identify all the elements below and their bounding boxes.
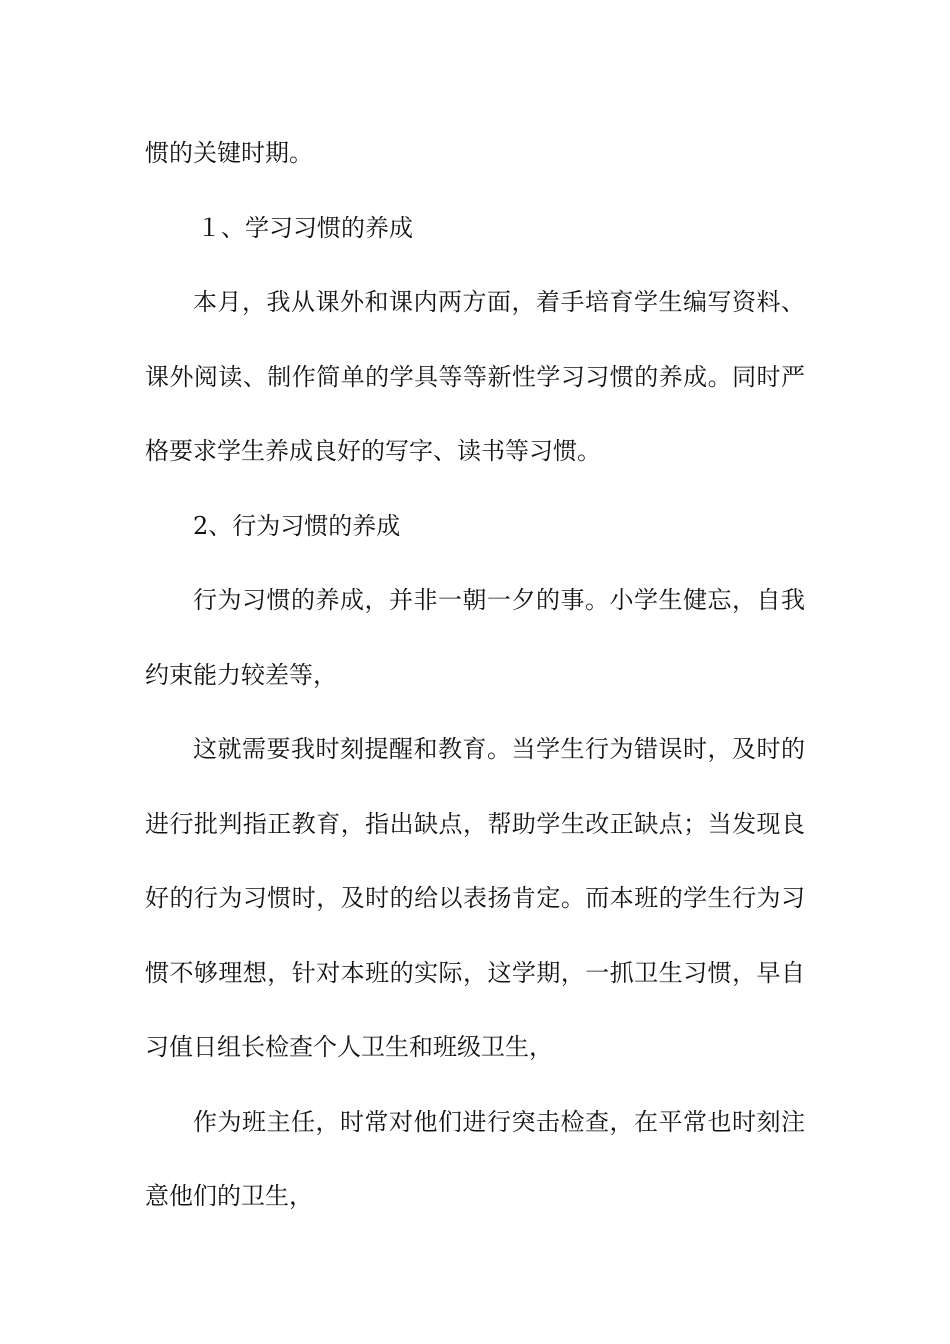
section-heading: 2、行为习惯的养成 bbox=[193, 511, 401, 540]
text-line: 惯不够理想，针对本班的实际，这学期，一抓卫生习惯，早自 bbox=[145, 958, 805, 987]
text-line: 这就需要我时刻提醒和教育。当学生行为错误时，及时的 bbox=[193, 735, 805, 763]
text-line: 意他们的卫生， bbox=[145, 1182, 313, 1210]
text-line: 习值日组长检查个人卫生和班级卫生， bbox=[145, 1033, 553, 1061]
text-line: 课外阅读、制作简单的学具等等新性学习习惯的养成。同时严 bbox=[145, 362, 805, 391]
section-heading: １、学习习惯的养成 bbox=[197, 213, 413, 242]
document-body bbox=[145, 128, 805, 1246]
text-line: 作为班主任，时常对他们进行突击检查，在平常也时刻注 bbox=[193, 1107, 805, 1136]
text-line: 格要求学生养成良好的写字、读书等习惯。 bbox=[145, 437, 601, 465]
text-line: 约束能力较差等， bbox=[145, 660, 337, 689]
text-line: 进行批判指正教育，指出缺点，帮助学生改正缺点；当发现良 bbox=[145, 809, 805, 838]
text-line: 本月，我从课外和课内两方面，着手培育学生编写资料、 bbox=[193, 288, 805, 316]
text-line: 好的行为习惯时，及时的给以表扬肯定。而本班的学生行为习 bbox=[145, 884, 805, 912]
text-line: 惯的关键时期。 bbox=[145, 139, 313, 167]
text-line: 行为习惯的养成，并非一朝一夕的事。小学生健忘，自我 bbox=[193, 586, 805, 614]
